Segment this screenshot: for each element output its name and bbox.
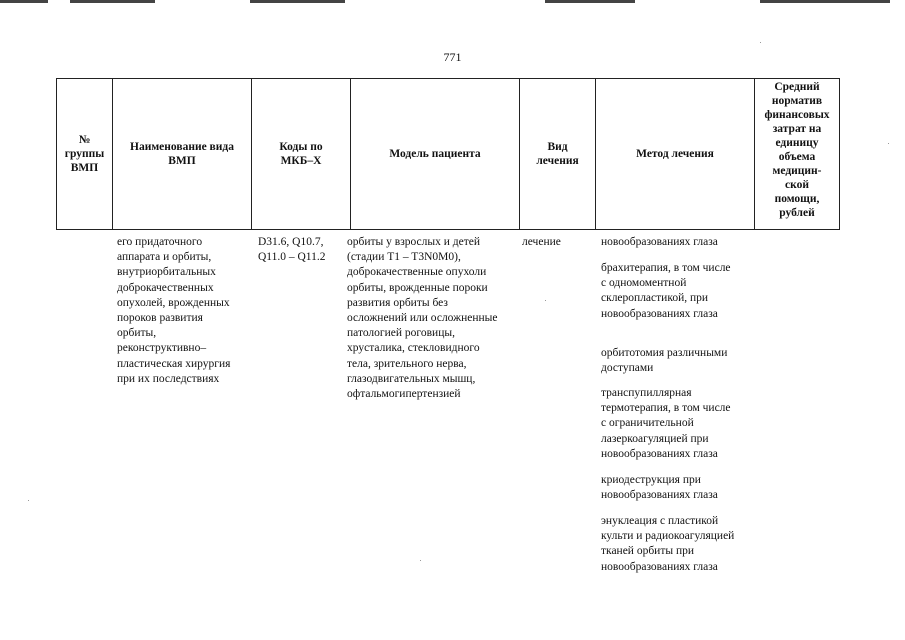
cell-treatment-type: лечение	[522, 236, 561, 248]
header-treatment-type: Вид лечения	[520, 79, 596, 230]
scan-top-edge	[545, 0, 635, 3]
header-icd-codes: Коды по МКБ–X	[252, 79, 351, 230]
method-item: криодеструкция при новообразованиях глаза	[601, 474, 718, 502]
header-treatment-method: Метод лечения	[596, 79, 755, 230]
scan-top-edge	[70, 0, 155, 3]
scan-top-edge	[760, 0, 890, 3]
method-item: энуклеация с пластикой культи и радиокоагуляцией тканей орбиты при новообразованиях глаза	[601, 515, 735, 573]
scan-speck	[420, 560, 421, 561]
page-number: 771	[443, 50, 462, 64]
cell-icd-codes: D31.6, Q10.7, Q11.0 – Q11.2	[258, 236, 326, 264]
scan-speck	[888, 143, 889, 144]
header-vmp-name: Наименование вида ВМП	[113, 79, 252, 230]
header-patient-model: Модель пациента	[351, 79, 520, 230]
scan-speck	[545, 300, 546, 301]
method-item: новообразованиях глаза	[601, 236, 718, 248]
cell-patient-model: орбиты у взрослых и детей (стадии T1 – T3N0M0), доброкачественные опухоли орбиты, врожденные пороки развития орбиты без осложнений или осложненные патологией роговицы, хрусталика, стекловидного тела, зрительного нерва, глазодвигательных мышц, офтальмогипертензией	[347, 236, 498, 401]
scan-top-edge	[0, 0, 48, 3]
method-item: орбитотомия различными доступами	[601, 347, 728, 375]
cell-vmp-name: его придаточного аппарата и орбиты, внутриорбитальных доброкачественных опухолей, врожденных пороков развития орбиты, реконструктивно– пластическая хирургия при их последствиях	[117, 236, 231, 385]
table-header	[56, 78, 840, 230]
header-group-number: № группы ВМП	[57, 79, 113, 230]
scan-speck	[760, 42, 761, 43]
header-average-cost: Средний норматив финансовых затрат на единицу объема медицин- ской помощи, рублей	[755, 79, 840, 230]
method-item: брахитерапия, в том числе с одномоментной склеропластикой, при новообразованиях глаза	[601, 262, 731, 320]
method-item: транспупиллярная термотерапия, в том числе с ограничительной лазеркоагуляцией при новообразованиях глаза	[601, 387, 731, 460]
scan-speck	[28, 500, 29, 501]
scan-top-edge	[250, 0, 345, 3]
